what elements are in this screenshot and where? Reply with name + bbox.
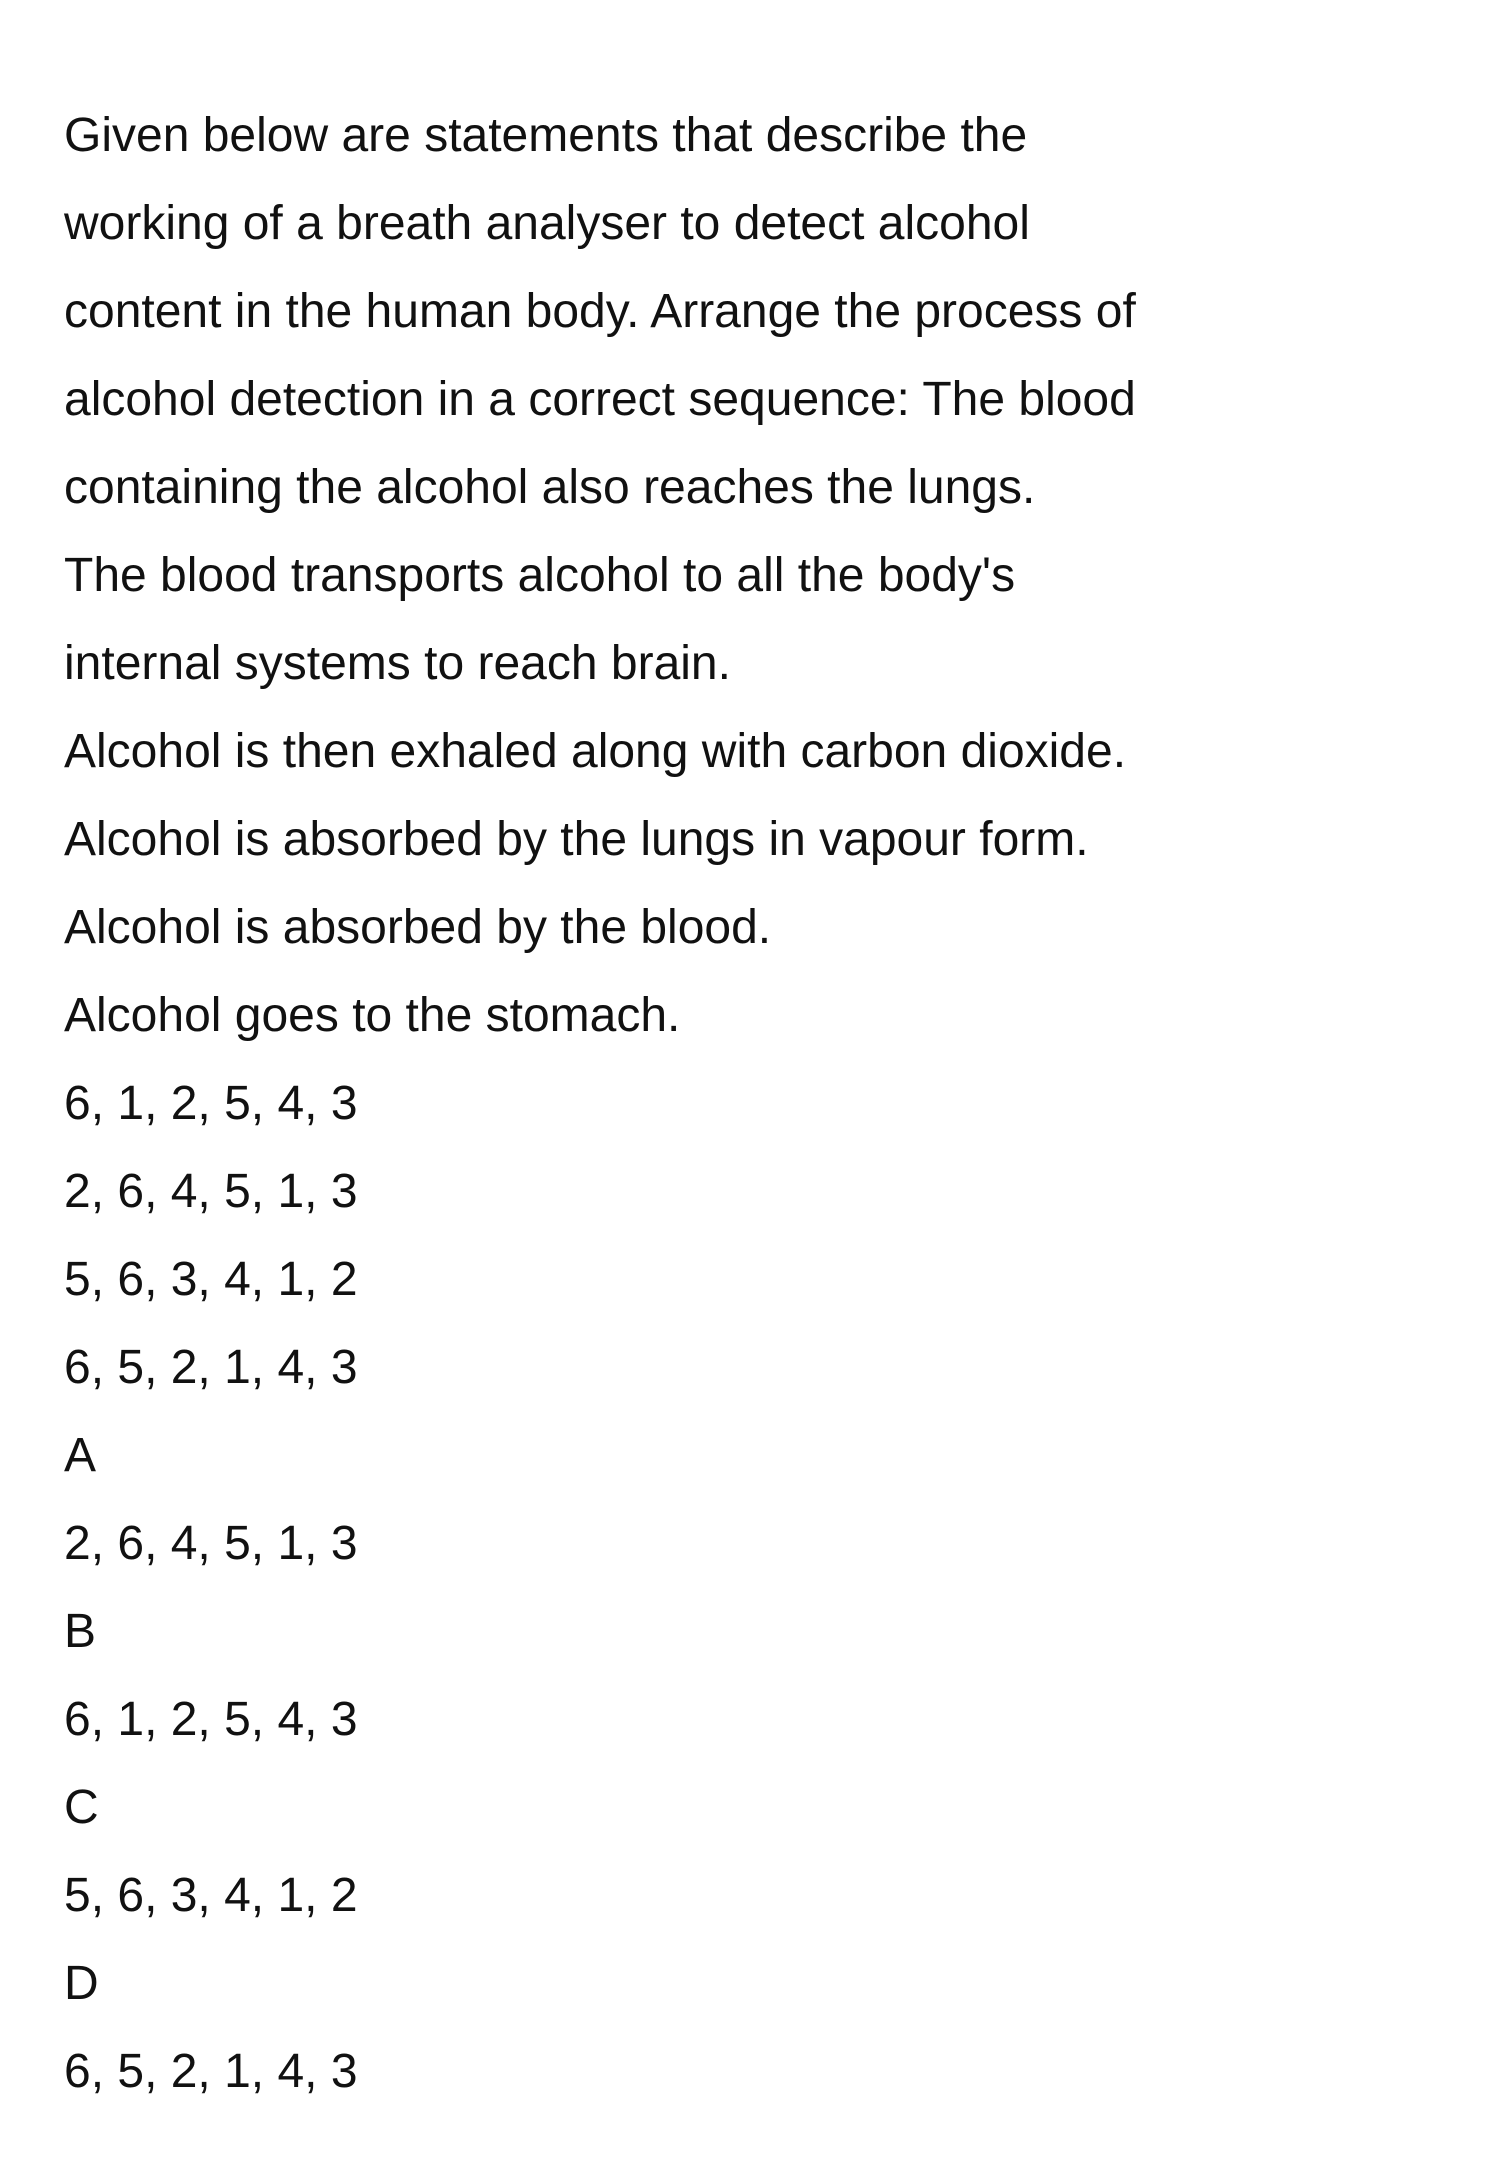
stem-line: content in the human body. Arrange the process of [64, 285, 1136, 338]
stem-line: Given below are statements that describe the [64, 109, 1028, 162]
statement-line: Alcohol is absorbed by the blood. [64, 901, 772, 954]
option-letter: B [64, 1605, 97, 1658]
option-b[interactable] [64, 1588, 1454, 1764]
option-text: 2, 6, 4, 5, 1, 3 [64, 1517, 358, 1570]
sequence-line: 6, 1, 2, 5, 4, 3 [64, 1077, 358, 1130]
option-d[interactable] [64, 1940, 1454, 2116]
stem-line: working of a breath analyser to detect alcohol [64, 197, 1030, 250]
statement-line: internal systems to reach brain. [64, 637, 731, 690]
statement-line: Alcohol goes to the stomach. [64, 989, 681, 1042]
answer-options [64, 1412, 1454, 2116]
option-letter: D [64, 1957, 99, 2010]
option-a[interactable] [64, 1412, 1454, 1588]
question-document [64, 92, 1454, 2116]
question-stem [64, 92, 1454, 532]
option-text: 6, 5, 2, 1, 4, 3 [64, 2045, 358, 2098]
stem-line: alcohol detection in a correct sequence: The blood [64, 373, 1136, 426]
stem-line: containing the alcohol also reaches the lungs. [64, 461, 1036, 514]
option-c[interactable] [64, 1764, 1454, 1940]
statement-line: Alcohol is then exhaled along with carbon dioxide. [64, 725, 1127, 778]
option-letter: A [64, 1429, 97, 1482]
sequence-list [64, 1060, 1454, 1412]
sequence-line: 6, 5, 2, 1, 4, 3 [64, 1341, 358, 1394]
statement-line: Alcohol is absorbed by the lungs in vapour form. [64, 813, 1089, 866]
option-letter: C [64, 1781, 99, 1834]
sequence-line: 2, 6, 4, 5, 1, 3 [64, 1165, 358, 1218]
option-text: 6, 1, 2, 5, 4, 3 [64, 1693, 358, 1746]
sequence-line: 5, 6, 3, 4, 1, 2 [64, 1253, 358, 1306]
option-text: 5, 6, 3, 4, 1, 2 [64, 1869, 358, 1922]
statement-list [64, 532, 1454, 1060]
statement-line: The blood transports alcohol to all the body's [64, 549, 1016, 602]
